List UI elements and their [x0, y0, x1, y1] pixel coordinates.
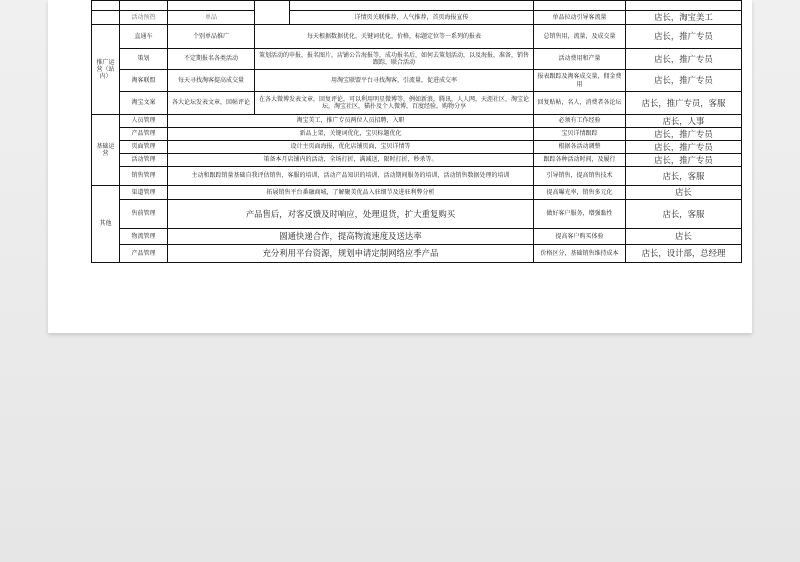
- table-row: [92, 1, 742, 11]
- row-metric: 提高客户购买体验: [534, 229, 626, 245]
- row-name: 物流管理: [120, 229, 168, 245]
- category-other: 其他: [92, 186, 120, 263]
- table-row: [92, 92, 742, 115]
- operation-plan-table: [91, 0, 742, 263]
- row-owner: 店长: [626, 229, 742, 245]
- row-metric: 跟踪各种活动时间，及履行: [534, 154, 626, 167]
- table-row: [92, 49, 742, 70]
- row-name: 页面管理: [120, 141, 168, 154]
- row-owner: 店长，推广专员: [626, 49, 742, 70]
- row-name: 产品管理: [120, 128, 168, 141]
- row-owner: 店长，客服: [626, 167, 742, 186]
- row-metric: 根据各活动调整: [534, 141, 626, 154]
- table-row: [92, 229, 742, 245]
- row-content: 设计主页面海报，优化店铺页面，宝贝详情等: [168, 141, 534, 154]
- category-promotion: 推广运营（站内）: [92, 25, 120, 115]
- table-row: [92, 200, 742, 229]
- table-row: [92, 11, 742, 25]
- row-content: 在各大微博发表文章，回复评论，可以利用明星微博等，例如新浪，腾讯，人人网，天涯社区，淘宝论坛，淘宝社区，猫扑及个人微博，百度经验，购物分享: [255, 92, 534, 115]
- row-owner: 店长，推广专员: [626, 154, 742, 167]
- row-content: 产品售后，对客反馈及时响应，处理退货，扩大重复购买: [168, 200, 534, 229]
- table-row: [92, 115, 742, 128]
- row-name: 产品管理: [120, 245, 168, 263]
- row-name: 活动管理: [120, 154, 168, 167]
- row-name: 淘宝文案: [120, 92, 168, 115]
- row-content: 主动和跟踪销量基础自我评估销售，客服的培训，活动产品知识的培训，活动期间服务的培训，活动销售数据处理的培训: [168, 167, 534, 186]
- row-metric: 做好客户服务，增强黏性: [534, 200, 626, 229]
- row-product: 每天寻找淘客提高成交量: [168, 70, 255, 92]
- row-product: 各大论坛发表文章，回帖评论: [168, 92, 255, 115]
- row-content: 每天根据数据优化，关键词优化，价格，标题定位等一系列的报表: [255, 25, 534, 49]
- row-content: 策划活动的申报，报名图片，店铺公告海报等，成功报名后，如何去策划活动，以及海报，准备，销售跟踪，联合活动: [255, 49, 534, 70]
- row-metric: 引导销售，提高销售技术: [534, 167, 626, 186]
- row-metric: 价格区分，基础销售维持成本: [534, 245, 626, 263]
- row-name: 策划: [120, 49, 168, 70]
- table-row: [92, 141, 742, 154]
- cell-blank: [120, 1, 168, 11]
- row-metric: 单品拉动引导客流量: [534, 11, 626, 25]
- row-name: 销售管理: [120, 167, 168, 186]
- row-name: 活动预热: [120, 11, 168, 25]
- row-owner: 店长，人事: [626, 115, 742, 128]
- cell-blank: [168, 1, 255, 11]
- row-product: 不定期报名各类活动: [168, 49, 255, 70]
- row-owner: 店长，淘宝美工: [626, 11, 742, 25]
- row-owner: 店长，推广专员: [626, 141, 742, 154]
- row-product: 个别单品推广: [168, 25, 255, 49]
- row-content: 充分利用平台资源，规划申请定制网络应季产品: [168, 245, 534, 263]
- table-row: [92, 128, 742, 141]
- row-metric: 必须有工作经验: [534, 115, 626, 128]
- row-metric: 宝贝详情跟踪: [534, 128, 626, 141]
- table-row: [92, 245, 742, 263]
- row-owner: 店长，设计部，总经理: [626, 245, 742, 263]
- row-name: 人员管理: [120, 115, 168, 128]
- row-owner: 店长，推广专员，客服: [626, 92, 742, 115]
- cell-blank: [534, 1, 626, 11]
- row-content: 策备本月店铺内的活动，全场打折，满减送，限时打折，秒杀等。: [168, 154, 534, 167]
- row-owner: 店长，推广专员: [626, 70, 742, 92]
- row-owner: 店长: [626, 186, 742, 200]
- cell-blank: [626, 1, 742, 11]
- row-content: 详情页关联推荐，人气推荐，首页海报宣传: [290, 11, 534, 25]
- row-product: 单品: [168, 11, 255, 25]
- category-basic: 基础运营: [92, 115, 120, 186]
- row-metric: 总销售用，流量，及成交量: [534, 25, 626, 49]
- cell-blank: [255, 1, 290, 25]
- table-row: [92, 70, 742, 92]
- row-content: 淘宝美工，推广专员两位人员招聘，入职: [168, 115, 534, 128]
- row-content: 拓展销售平台番融商城，了解聚美优品入驻细节及进驻利弊分析: [168, 186, 534, 200]
- table-row: [92, 167, 742, 186]
- row-owner: 店长，推广专员: [626, 128, 742, 141]
- cell-blank: [92, 1, 120, 11]
- row-name: 直通车: [120, 25, 168, 49]
- row-content: 新品上架，关键词优化，宝贝标题优化: [168, 128, 534, 141]
- cell-blank: [92, 11, 120, 25]
- table-row: [92, 186, 742, 200]
- row-content: 圆通快递合作，提高物流速度及送达率: [168, 229, 534, 245]
- cell-blank: [290, 1, 534, 11]
- row-metric: 回复贴帖，名人，消费者各论坛: [534, 92, 626, 115]
- document-page: [48, 0, 752, 333]
- table-row: [92, 25, 742, 49]
- row-name: 淘客联盟: [120, 70, 168, 92]
- row-metric: 提高曝光率，销售多元化: [534, 186, 626, 200]
- row-name: 渠道管理: [120, 186, 168, 200]
- row-owner: 店长，推广专员: [626, 25, 742, 49]
- row-name: 售前管理: [120, 200, 168, 229]
- row-metric: 报表跟踪及淘客成交量，佣金费用: [534, 70, 626, 92]
- row-content: 用淘宝联盟平台寻找淘客，引流量，促进成交率: [255, 70, 534, 92]
- table-row: [92, 154, 742, 167]
- row-metric: 活动费用和产量: [534, 49, 626, 70]
- row-owner: 店长，客服: [626, 200, 742, 229]
